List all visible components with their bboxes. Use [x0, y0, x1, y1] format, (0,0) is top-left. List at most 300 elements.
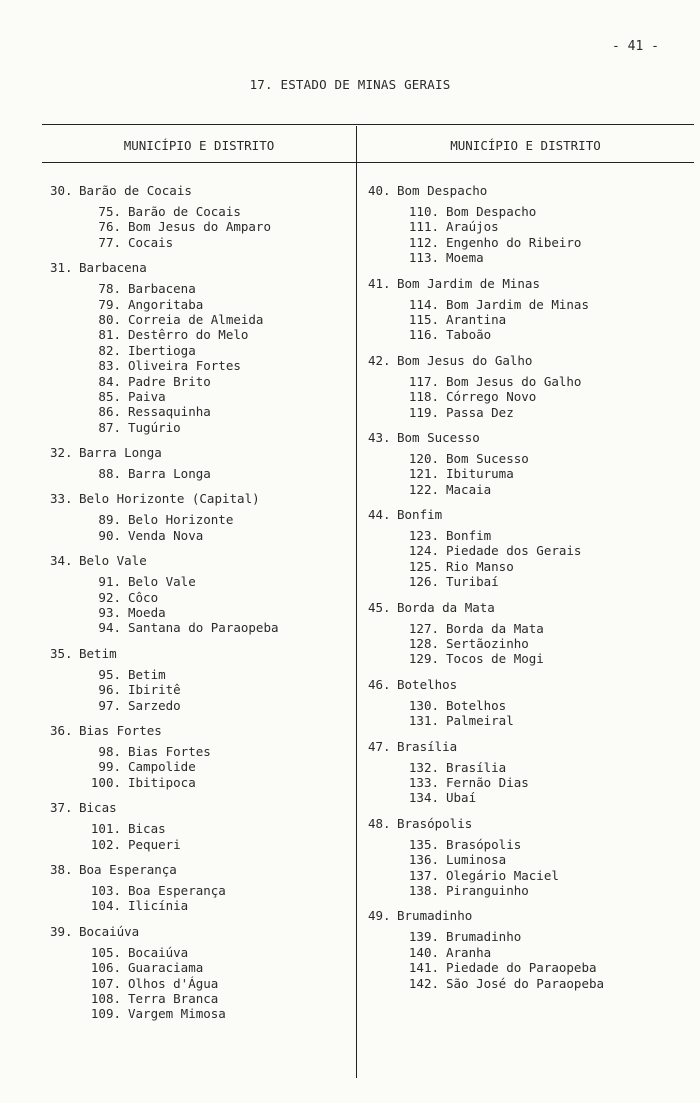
district-item	[399, 389, 688, 404]
district-name: Moema	[446, 250, 484, 266]
district-number: 125.	[408, 558, 439, 574]
district-name: Pequeri	[128, 836, 181, 852]
district-name: Brasópolis	[446, 836, 522, 852]
district-number: 99.	[98, 759, 121, 775]
district-name: Olhos d'Água	[128, 975, 219, 991]
district-name: Ibituruma	[446, 466, 514, 482]
municipality-name: Betim	[79, 645, 117, 661]
district-name: Bom Jesus do Galho	[446, 373, 582, 389]
district-item	[81, 343, 350, 358]
district-name: Olegário Maciel	[446, 867, 559, 883]
municipality-block	[368, 181, 688, 266]
municipality-name: Brasília	[397, 738, 458, 754]
municipality-name: Bonfim	[397, 507, 443, 523]
district-item	[81, 821, 350, 836]
municipality-name: Barbacena	[79, 260, 147, 276]
municipality-number: 44.	[368, 507, 391, 523]
district-name: Cocais	[128, 234, 174, 250]
district-name: Barão de Cocais	[128, 204, 241, 219]
district-item	[399, 760, 688, 775]
district-item	[81, 682, 350, 697]
district-name: Bom Jardim de Minas	[446, 296, 589, 312]
district-item	[399, 574, 688, 589]
district-item	[81, 420, 350, 435]
district-item	[81, 759, 350, 774]
municipality-block	[368, 274, 688, 343]
municipality-block	[50, 721, 350, 790]
district-item	[399, 528, 688, 543]
district-item	[399, 559, 688, 574]
district-name: Boa Esperança	[128, 882, 226, 898]
municipality-number: 32.	[50, 445, 73, 461]
district-name: Barra Longa	[128, 466, 211, 482]
municipality-block	[368, 675, 688, 729]
district-item	[399, 219, 688, 234]
district-name: Bicas	[128, 821, 166, 837]
municipality-name: Bias Fortes	[79, 722, 162, 738]
municipality-title	[50, 860, 350, 879]
municipality-title	[50, 922, 350, 941]
district-number: 91.	[98, 574, 121, 590]
municipality-name: Belo Horizonte (Capital)	[79, 491, 260, 507]
district-list	[81, 574, 350, 636]
table-top-rule	[42, 124, 694, 125]
municipality-title	[50, 258, 350, 277]
municipality-title	[50, 181, 350, 200]
district-list	[81, 512, 350, 543]
district-item	[399, 327, 688, 342]
municipality-block	[368, 906, 688, 991]
district-number: 97.	[98, 697, 121, 713]
district-list	[81, 667, 350, 713]
district-number: 109.	[90, 1006, 121, 1022]
municipality-number: 33.	[50, 491, 73, 507]
district-item	[399, 543, 688, 558]
district-number: 108.	[90, 990, 121, 1006]
municipality-name: Barão de Cocais	[79, 183, 192, 198]
district-list	[399, 528, 688, 590]
district-name: Venda Nova	[128, 527, 204, 543]
municipality-name: Brumadinho	[397, 908, 473, 924]
municipality-number: 49.	[368, 908, 391, 924]
district-list	[399, 837, 688, 899]
district-number: 138.	[408, 882, 439, 898]
district-list	[81, 466, 350, 481]
district-number: 137.	[408, 867, 439, 883]
district-number: 132.	[408, 759, 439, 775]
municipality-block	[368, 598, 688, 667]
municipality-block	[50, 258, 350, 435]
district-item	[399, 698, 688, 713]
district-list	[399, 297, 688, 343]
municipality-block	[50, 551, 350, 636]
district-name: Côco	[128, 589, 159, 605]
municipality-title	[368, 814, 688, 833]
district-name: Aranha	[446, 944, 492, 960]
right-column	[368, 181, 688, 999]
district-name: Rio Manso	[446, 558, 514, 574]
district-item	[81, 960, 350, 975]
district-name: Terra Branca	[128, 990, 219, 1006]
district-number: 104.	[90, 898, 121, 914]
municipality-name: Barra Longa	[79, 445, 162, 461]
district-number: 120.	[408, 450, 439, 466]
district-item	[399, 405, 688, 420]
municipality-number: 40.	[368, 183, 391, 198]
district-item	[399, 250, 688, 265]
district-item	[81, 883, 350, 898]
district-number: 142.	[408, 975, 439, 991]
district-number: 133.	[408, 774, 439, 790]
district-name: Bocaiúva	[128, 944, 189, 960]
municipality-block	[368, 737, 688, 806]
municipality-number: 43.	[368, 429, 391, 445]
district-name: Betim	[128, 666, 166, 682]
district-number: 94.	[98, 620, 121, 636]
district-number: 106.	[90, 960, 121, 976]
municipality-number: 35.	[50, 645, 73, 661]
district-item	[399, 636, 688, 651]
municipality-number: 30.	[50, 183, 73, 198]
district-item	[81, 297, 350, 312]
district-name: Tugúrio	[128, 419, 181, 435]
district-number: 81.	[98, 327, 121, 343]
district-number: 139.	[408, 929, 439, 945]
district-number: 124.	[408, 543, 439, 559]
district-item	[81, 358, 350, 373]
district-number: 82.	[98, 342, 121, 358]
district-item	[81, 945, 350, 960]
municipality-name: Bicas	[79, 800, 117, 816]
municipality-name: Belo Vale	[79, 553, 147, 569]
municipality-block	[50, 443, 350, 481]
district-name: Passa Dez	[446, 404, 514, 420]
district-name: Vargem Mimosa	[128, 1006, 226, 1022]
district-number: 111.	[408, 219, 439, 235]
district-number: 85.	[98, 388, 121, 404]
district-number: 134.	[408, 790, 439, 806]
district-list	[81, 204, 350, 250]
district-item	[81, 744, 350, 759]
municipality-name: Botelhos	[397, 676, 458, 692]
district-item	[81, 837, 350, 852]
district-name: Ressaquinha	[128, 404, 211, 420]
district-item	[399, 945, 688, 960]
district-item	[399, 837, 688, 852]
municipality-title	[368, 274, 688, 293]
column-divider	[356, 126, 357, 1078]
district-number: 128.	[408, 636, 439, 652]
district-number: 130.	[408, 697, 439, 713]
district-list	[399, 374, 688, 420]
municipality-number: 38.	[50, 861, 73, 877]
district-name: Belo Vale	[128, 574, 196, 590]
district-item	[81, 667, 350, 682]
district-number: 96.	[98, 682, 121, 698]
district-name: Barbacena	[128, 281, 196, 297]
district-name: Brumadinho	[446, 929, 522, 945]
district-name: Bom Sucesso	[446, 450, 529, 466]
district-item	[81, 404, 350, 419]
district-number: 126.	[408, 574, 439, 590]
document-title: 17. ESTADO DE MINAS GERAIS	[249, 77, 451, 92]
district-name: Guaraciama	[128, 960, 204, 976]
district-name: Ibitipoca	[128, 774, 196, 790]
left-column	[50, 181, 350, 1030]
municipality-name: Bocaiúva	[79, 923, 140, 939]
district-name: Belo Horizonte	[128, 512, 234, 528]
municipality-title	[368, 505, 688, 524]
municipality-block	[50, 489, 350, 543]
district-number: 93.	[98, 605, 121, 621]
district-item	[81, 466, 350, 481]
page-number: - 41 -	[612, 39, 659, 54]
municipality-block	[368, 351, 688, 420]
district-list	[81, 945, 350, 1022]
district-name: Padre Brito	[128, 373, 211, 389]
district-number: 110.	[408, 204, 439, 219]
municipality-title	[368, 675, 688, 694]
district-item	[81, 574, 350, 589]
municipality-number: 42.	[368, 352, 391, 368]
district-number: 113.	[408, 250, 439, 266]
district-item	[399, 790, 688, 805]
municipality-name: Bom Jesus do Galho	[397, 352, 533, 368]
district-number: 117.	[408, 373, 439, 389]
district-item	[81, 1006, 350, 1021]
district-number: 79.	[98, 296, 121, 312]
district-name: Correia de Almeida	[128, 311, 264, 327]
district-item	[81, 620, 350, 635]
district-item	[399, 775, 688, 790]
district-name: Botelhos	[446, 697, 507, 713]
municipality-name: Bom Despacho	[397, 183, 488, 198]
district-name: Córrego Novo	[446, 389, 537, 405]
municipality-number: 39.	[50, 923, 73, 939]
district-number: 123.	[408, 528, 439, 544]
district-item	[81, 991, 350, 1006]
district-number: 141.	[408, 960, 439, 976]
municipality-title	[50, 644, 350, 663]
district-name: Taboão	[446, 327, 492, 343]
municipality-block	[368, 428, 688, 497]
municipality-block	[50, 922, 350, 1022]
district-name: Bom Jesus do Amparo	[128, 219, 271, 235]
district-number: 88.	[98, 466, 121, 482]
district-name: Campolide	[128, 759, 196, 775]
district-number: 119.	[408, 404, 439, 420]
district-item	[81, 590, 350, 605]
district-item	[399, 312, 688, 327]
district-item	[81, 389, 350, 404]
municipality-title	[50, 443, 350, 462]
municipality-number: 45.	[368, 599, 391, 615]
district-number: 105.	[90, 944, 121, 960]
district-item	[399, 960, 688, 975]
district-number: 100.	[90, 774, 121, 790]
district-number: 140.	[408, 944, 439, 960]
district-name: Borda da Mata	[446, 620, 544, 636]
municipality-block	[50, 181, 350, 250]
district-name: Piedade do Paraopeba	[446, 960, 597, 976]
district-number: 103.	[90, 882, 121, 898]
district-number: 84.	[98, 373, 121, 389]
district-name: Piedade dos Gerais	[446, 543, 582, 559]
district-item	[399, 852, 688, 867]
municipality-title	[50, 721, 350, 740]
district-name: Oliveira Fortes	[128, 358, 241, 374]
district-list	[399, 760, 688, 806]
district-item	[81, 219, 350, 234]
district-item	[399, 297, 688, 312]
municipality-title	[368, 737, 688, 756]
municipality-number: 31.	[50, 260, 73, 276]
district-number: 83.	[98, 358, 121, 374]
district-number: 86.	[98, 404, 121, 420]
district-item	[81, 374, 350, 389]
district-item	[399, 482, 688, 497]
district-name: Brasília	[446, 759, 507, 775]
district-name: Santana do Paraopeba	[128, 620, 279, 636]
district-item	[81, 327, 350, 342]
district-number: 101.	[90, 821, 121, 837]
district-list	[399, 929, 688, 991]
district-name: Bias Fortes	[128, 743, 211, 759]
district-number: 87.	[98, 419, 121, 435]
district-name: Araújos	[446, 219, 499, 235]
municipality-name: Bom Jardim de Minas	[397, 275, 540, 291]
district-name: Moeda	[128, 605, 166, 621]
district-name: Bonfim	[446, 528, 492, 544]
municipality-title	[50, 798, 350, 817]
district-list	[399, 451, 688, 497]
municipality-title	[50, 551, 350, 570]
district-name: Palmeiral	[446, 713, 514, 729]
municipality-number: 41.	[368, 275, 391, 291]
district-item	[81, 312, 350, 327]
municipality-name: Borda da Mata	[397, 599, 495, 615]
district-item	[81, 898, 350, 913]
municipality-block	[50, 644, 350, 713]
district-number: 116.	[408, 327, 439, 343]
district-number: 131.	[408, 713, 439, 729]
district-name: Engenho do Ribeiro	[446, 234, 582, 250]
district-list	[399, 621, 688, 667]
district-number: 114.	[408, 296, 439, 312]
district-list	[399, 204, 688, 266]
district-number: 107.	[90, 975, 121, 991]
municipality-title	[50, 489, 350, 508]
district-name: Ibiritê	[128, 682, 181, 698]
district-number: 76.	[98, 219, 121, 235]
district-name: Piranguinho	[446, 882, 529, 898]
municipality-title	[368, 598, 688, 617]
district-number: 122.	[408, 481, 439, 497]
district-item	[399, 976, 688, 991]
district-number: 129.	[408, 651, 439, 667]
district-name: Macaia	[446, 481, 492, 497]
district-number: 121.	[408, 466, 439, 482]
district-item	[399, 929, 688, 944]
district-name: Fernão Dias	[446, 774, 529, 790]
district-number: 98.	[98, 743, 121, 759]
district-name: Destêrro do Melo	[128, 327, 249, 343]
district-item	[399, 374, 688, 389]
district-name: Sertãozinho	[446, 636, 529, 652]
district-name: Ilicínia	[128, 898, 189, 914]
municipality-number: 36.	[50, 722, 73, 738]
municipality-title	[368, 428, 688, 447]
municipality-title	[368, 351, 688, 370]
district-item	[399, 651, 688, 666]
district-item	[81, 512, 350, 527]
municipality-number: 47.	[368, 738, 391, 754]
district-item	[399, 235, 688, 250]
district-number: 77.	[98, 234, 121, 250]
municipality-name: Boa Esperança	[79, 861, 177, 877]
municipality-name: Brasópolis	[397, 815, 473, 831]
district-number: 92.	[98, 589, 121, 605]
district-item	[399, 868, 688, 883]
district-item	[81, 235, 350, 250]
district-list	[81, 744, 350, 790]
municipality-name: Bom Sucesso	[397, 429, 480, 445]
district-item	[81, 281, 350, 296]
municipality-title	[368, 181, 688, 200]
right-column-header: MUNICÍPIO E DISTRITO	[450, 138, 601, 153]
municipality-block	[50, 798, 350, 852]
district-item	[81, 528, 350, 543]
district-item	[399, 466, 688, 481]
district-item	[81, 976, 350, 991]
district-number: 90.	[98, 527, 121, 543]
left-column-header: MUNICÍPIO E DISTRITO	[123, 138, 275, 153]
district-list	[399, 698, 688, 729]
district-number: 102.	[90, 836, 121, 852]
district-number: 78.	[98, 281, 121, 297]
district-number: 80.	[98, 311, 121, 327]
district-name: São José do Paraopeba	[446, 975, 605, 991]
district-name: Ubaí	[446, 790, 477, 806]
district-item	[399, 204, 688, 219]
district-name: Arantina	[446, 311, 507, 327]
municipality-block	[368, 505, 688, 590]
district-list	[81, 821, 350, 852]
district-name: Tocos de Mogi	[446, 651, 544, 667]
district-name: Luminosa	[446, 852, 507, 868]
district-number: 136.	[408, 852, 439, 868]
district-item	[81, 698, 350, 713]
municipality-block	[368, 814, 688, 899]
district-number: 127.	[408, 620, 439, 636]
district-item	[81, 605, 350, 620]
district-item	[399, 713, 688, 728]
district-name: Sarzedo	[128, 697, 181, 713]
district-number: 118.	[408, 389, 439, 405]
district-list	[81, 883, 350, 914]
district-number: 95.	[98, 666, 121, 682]
district-name: Bom Despacho	[446, 204, 537, 219]
header-bottom-rule	[42, 162, 694, 163]
district-item	[399, 883, 688, 898]
district-name: Paiva	[128, 388, 166, 404]
municipality-block	[50, 860, 350, 914]
district-number: 75.	[98, 204, 121, 219]
district-number: 115.	[408, 311, 439, 327]
municipality-title	[368, 906, 688, 925]
district-number: 135.	[408, 836, 439, 852]
municipality-number: 48.	[368, 815, 391, 831]
